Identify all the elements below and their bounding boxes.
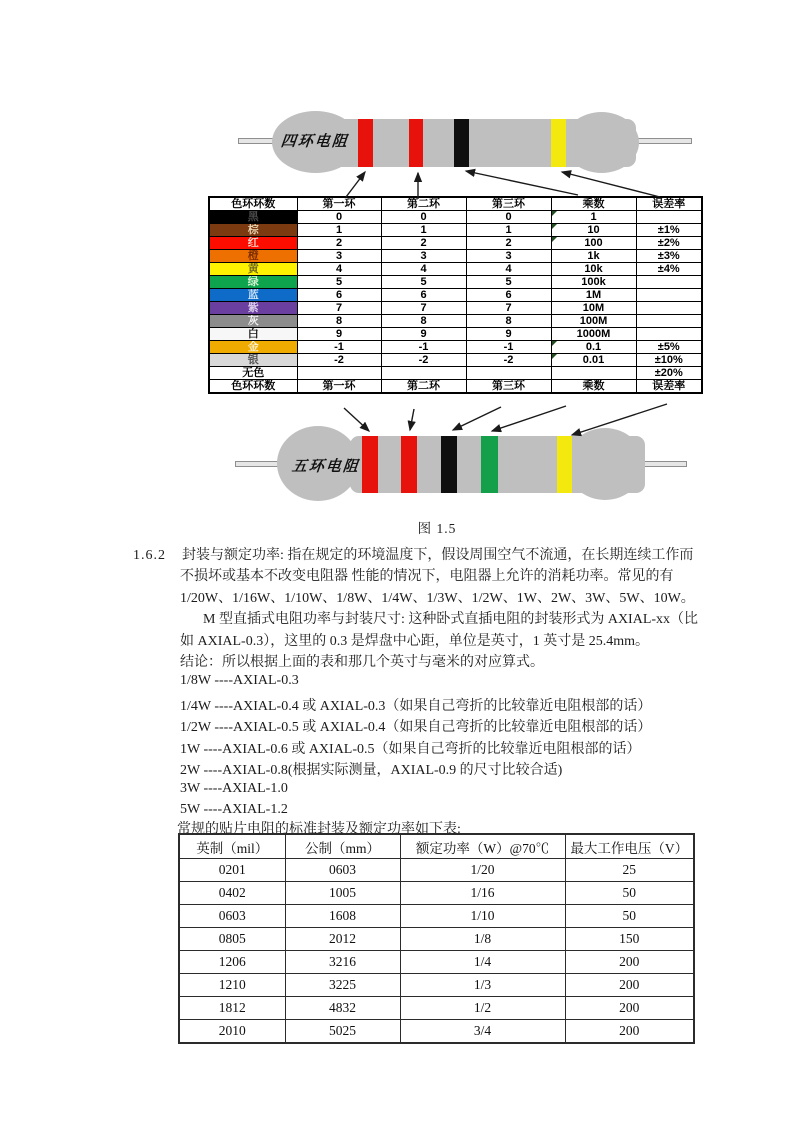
smd-table-cell: 3225 <box>285 974 400 997</box>
smd-table-cell: 200 <box>565 1020 694 1044</box>
color-table-header-cell: 乘数 <box>551 380 636 394</box>
resistor-band <box>557 436 572 493</box>
smd-table-header-cell: 最大工作电压（V） <box>565 834 694 859</box>
text-line: 1/2W ----AXIAL-0.5 或 AXIAL-0.4（如果自己弯折的比较靠近电阻根部的话） <box>180 720 652 735</box>
smd-table-cell: 1812 <box>179 997 285 1020</box>
tolerance-cell: ±20% <box>636 367 702 380</box>
ring-digit-cell: 6 <box>381 289 466 302</box>
smd-table-intro: 常规的贴片电阻的标准封装及额定功率如下表: <box>177 822 461 837</box>
color-swatch-cell: 银 <box>209 354 297 367</box>
multiplier-cell: 1000M <box>551 328 636 341</box>
tolerance-cell <box>636 328 702 341</box>
ring-digit-cell: 2 <box>297 237 381 250</box>
smd-table-row <box>179 1020 694 1044</box>
figure-caption: 图 1.5 <box>417 521 457 536</box>
smd-table-cell: 1005 <box>285 882 400 905</box>
ring-digit-cell: 3 <box>381 250 466 263</box>
ring-digit-cell: 4 <box>297 263 381 276</box>
smd-table-cell: 1/3 <box>400 974 565 997</box>
multiplier-cell: 10k <box>551 263 636 276</box>
ring-digit-cell: 1 <box>466 224 551 237</box>
resistor-band <box>551 119 566 167</box>
smd-table-cell: 1/20 <box>400 859 565 882</box>
multiplier-cell <box>551 367 636 380</box>
smd-table-cell: 0603 <box>285 859 400 882</box>
ring-digit-cell: 8 <box>381 315 466 328</box>
tolerance-cell: ±3% <box>636 250 702 263</box>
color-table-header-cell: 误差率 <box>636 380 702 394</box>
text-line: 3W ----AXIAL-1.0 <box>180 781 288 796</box>
color-table-header-cell: 第三环 <box>466 380 551 394</box>
ring-digit-cell: 3 <box>297 250 381 263</box>
ring-digit-cell: 7 <box>466 302 551 315</box>
color-table-row <box>209 224 702 237</box>
tolerance-cell: ±1% <box>636 224 702 237</box>
color-table-row <box>209 354 702 367</box>
color-table-row <box>209 289 702 302</box>
ring-digit-cell <box>381 367 466 380</box>
ring-digit-cell: 0 <box>381 211 466 224</box>
ring-digit-cell: 0 <box>466 211 551 224</box>
resistor-lead <box>635 138 692 144</box>
smd-table-cell: 200 <box>565 974 694 997</box>
color-table-header-cell: 色环环数 <box>209 197 297 211</box>
ring-digit-cell: -2 <box>466 354 551 367</box>
tolerance-cell: ±10% <box>636 354 702 367</box>
text-line: 1/20W、1/16W、1/10W、1/8W、1/4W、1/3W、1/2W、1W、2W、3W、5W、10W。 <box>180 591 695 606</box>
color-table-row <box>209 250 702 263</box>
text-line: 5W ----AXIAL-1.2 <box>180 802 288 817</box>
multiplier-cell: 1 <box>551 211 636 224</box>
ring-digit-cell: -1 <box>466 341 551 354</box>
ring-digit-cell: 4 <box>381 263 466 276</box>
color-table-header-cell: 第一环 <box>297 197 381 211</box>
color-table-row <box>209 328 702 341</box>
multiplier-cell: 100 <box>551 237 636 250</box>
resistor-band <box>409 119 423 167</box>
ring-digit-cell: 5 <box>297 276 381 289</box>
color-swatch-cell: 橙 <box>209 250 297 263</box>
smd-table-row <box>179 905 694 928</box>
color-table-header-cell: 色环环数 <box>209 380 297 394</box>
tolerance-cell: ±5% <box>636 341 702 354</box>
smd-table-cell: 1/10 <box>400 905 565 928</box>
color-table-header-cell: 乘数 <box>551 197 636 211</box>
smd-table-cell: 1210 <box>179 974 285 997</box>
smd-table-row <box>179 951 694 974</box>
smd-table-cell: 1206 <box>179 951 285 974</box>
smd-table-cell: 0201 <box>179 859 285 882</box>
text-line <box>133 544 693 564</box>
smd-table-header-cell: 英制（mil） <box>179 834 285 859</box>
ring-digit-cell: 9 <box>381 328 466 341</box>
cell-flag-mark <box>552 354 557 359</box>
smd-table-header-cell: 额定功率（W）@70℃ <box>400 834 565 859</box>
color-swatch-cell: 蓝 <box>209 289 297 302</box>
four-band-resistor-label: 四环电阻 <box>280 134 350 150</box>
ring-digit-cell: 8 <box>466 315 551 328</box>
color-swatch-cell: 黄 <box>209 263 297 276</box>
smd-table-cell: 3216 <box>285 951 400 974</box>
smd-table-cell: 4832 <box>285 997 400 1020</box>
multiplier-cell: 1M <box>551 289 636 302</box>
resistor-band <box>362 436 378 493</box>
color-swatch-cell: 紫 <box>209 302 297 315</box>
smd-table-cell: 0603 <box>179 905 285 928</box>
color-table-header-cell: 第二环 <box>381 380 466 394</box>
color-table-row <box>209 302 702 315</box>
ring-digit-cell <box>466 367 551 380</box>
text-line: 如 AXIAL-0.3），这里的 0.3 是焊盘中心距，单位是英寸，1 英寸是 25.4mm。 <box>180 634 649 649</box>
ring-digit-cell: 7 <box>297 302 381 315</box>
resistor-body <box>328 119 636 167</box>
color-swatch-cell: 灰 <box>209 315 297 328</box>
tolerance-cell: ±4% <box>636 263 702 276</box>
multiplier-cell: 100M <box>551 315 636 328</box>
smd-table-header-row <box>179 834 694 859</box>
smd-table-cell: 25 <box>565 859 694 882</box>
smd-table-cell: 1/8 <box>400 928 565 951</box>
smd-table-cell: 5025 <box>285 1020 400 1044</box>
smd-package-table <box>178 833 695 1044</box>
tolerance-cell <box>636 315 702 328</box>
multiplier-cell: 0.01 <box>551 354 636 367</box>
ring-digit-cell: 1 <box>381 224 466 237</box>
color-table-row <box>209 263 702 276</box>
color-swatch-cell: 红 <box>209 237 297 250</box>
smd-table-cell: 3/4 <box>400 1020 565 1044</box>
multiplier-cell: 100k <box>551 276 636 289</box>
color-swatch-cell: 绿 <box>209 276 297 289</box>
text-line: 1/8W ----AXIAL-0.3 <box>180 673 299 688</box>
resistor-lead <box>640 461 687 467</box>
smd-table-cell: 150 <box>565 928 694 951</box>
resistor-band <box>481 436 498 493</box>
ring-digit-cell: -1 <box>381 341 466 354</box>
cell-flag-mark <box>552 211 557 216</box>
smd-table-row <box>179 882 694 905</box>
multiplier-cell: 1k <box>551 250 636 263</box>
smd-table-cell: 2012 <box>285 928 400 951</box>
smd-table-row <box>179 974 694 997</box>
tolerance-cell <box>636 211 702 224</box>
ring-digit-cell: 2 <box>466 237 551 250</box>
tolerance-cell <box>636 289 702 302</box>
resistor-band <box>454 119 469 167</box>
text-line: 2W ----AXIAL-0.8(根据实际测量，AXIAL-0.9 的尺寸比较合适) <box>180 763 563 778</box>
tolerance-cell <box>636 276 702 289</box>
section-title-text: 封装与额定功率: 指在规定的环境温度下，假设周围空气不流通，在长期连续工作而 <box>182 548 694 563</box>
smd-table-row <box>179 928 694 951</box>
color-table-row <box>209 237 702 250</box>
smd-table-cell: 200 <box>565 951 694 974</box>
smd-table-cell: 1/2 <box>400 997 565 1020</box>
color-table-row <box>209 211 702 224</box>
ring-digit-cell: 9 <box>297 328 381 341</box>
smd-table-cell: 200 <box>565 997 694 1020</box>
multiplier-cell: 10M <box>551 302 636 315</box>
smd-table-cell: 50 <box>565 882 694 905</box>
ring-digit-cell: 8 <box>297 315 381 328</box>
color-table-row <box>209 276 702 289</box>
color-table-header-row <box>209 380 702 394</box>
ring-digit-cell: -1 <box>297 341 381 354</box>
text-line: 1W ----AXIAL-0.6 或 AXIAL-0.5（如果自己弯折的比较靠近电阻根部的话） <box>180 742 641 757</box>
color-table-header-row <box>209 197 702 211</box>
section-number: 1.6.2 <box>133 548 166 563</box>
color-table-row <box>209 315 702 328</box>
color-table-header-cell: 误差率 <box>636 197 702 211</box>
tolerance-cell <box>636 302 702 315</box>
text-line: 不损坏或基本不改变电阻器 性能的情况下，电阻器上允许的消耗功率。常见的有 <box>180 569 674 584</box>
smd-table-cell: 1/16 <box>400 882 565 905</box>
cell-flag-mark <box>552 237 557 242</box>
text-line: 结论：所以根据上面的表和那几个英寸与毫米的对应算式。 <box>180 655 544 670</box>
ring-digit-cell: 5 <box>381 276 466 289</box>
color-swatch-cell: 无色 <box>209 367 297 380</box>
ring-digit-cell: 6 <box>466 289 551 302</box>
color-table-header-cell: 第二环 <box>381 197 466 211</box>
text-line: 1/4W ----AXIAL-0.4 或 AXIAL-0.3（如果自己弯折的比较靠近电阻根部的话） <box>180 699 652 714</box>
color-code-table <box>208 196 703 394</box>
color-table-row <box>209 341 702 354</box>
smd-table-cell: 1/4 <box>400 951 565 974</box>
tolerance-cell: ±2% <box>636 237 702 250</box>
ring-digit-cell <box>297 367 381 380</box>
smd-table-cell: 50 <box>565 905 694 928</box>
smd-table-header-cell: 公制（mm） <box>285 834 400 859</box>
color-swatch-cell: 金 <box>209 341 297 354</box>
smd-table-cell: 0805 <box>179 928 285 951</box>
five-band-resistor-label: 五环电阻 <box>291 459 361 475</box>
smd-table-cell: 1608 <box>285 905 400 928</box>
color-table-row <box>209 367 702 380</box>
cell-flag-mark <box>552 341 557 346</box>
smd-table-row <box>179 997 694 1020</box>
ring-digit-cell: 2 <box>381 237 466 250</box>
ring-digit-cell: 3 <box>466 250 551 263</box>
smd-table-row <box>179 859 694 882</box>
resistor-band <box>358 119 373 167</box>
resistor-band <box>401 436 417 493</box>
color-swatch-cell: 白 <box>209 328 297 341</box>
color-table-header-cell: 第三环 <box>466 197 551 211</box>
ring-digit-cell: 7 <box>381 302 466 315</box>
ring-digit-cell: 9 <box>466 328 551 341</box>
ring-digit-cell: 0 <box>297 211 381 224</box>
cell-flag-mark <box>552 224 557 229</box>
multiplier-cell: 10 <box>551 224 636 237</box>
smd-table-cell: 0402 <box>179 882 285 905</box>
ring-digit-cell: 6 <box>297 289 381 302</box>
color-swatch-cell: 黑 <box>209 211 297 224</box>
ring-digit-cell: 4 <box>466 263 551 276</box>
smd-table-cell: 2010 <box>179 1020 285 1044</box>
ring-digit-cell: 5 <box>466 276 551 289</box>
ring-digit-cell: -2 <box>297 354 381 367</box>
resistor-band <box>441 436 457 493</box>
ring-digit-cell: 1 <box>297 224 381 237</box>
color-swatch-cell: 棕 <box>209 224 297 237</box>
color-table-header-cell: 第一环 <box>297 380 381 394</box>
ring-digit-cell: -2 <box>381 354 466 367</box>
multiplier-cell: 0.1 <box>551 341 636 354</box>
text-line: M 型直插式电阻功率与封装尺寸: 这种卧式直插电阻的封装形式为 AXIAL-xx（比 <box>203 612 699 627</box>
